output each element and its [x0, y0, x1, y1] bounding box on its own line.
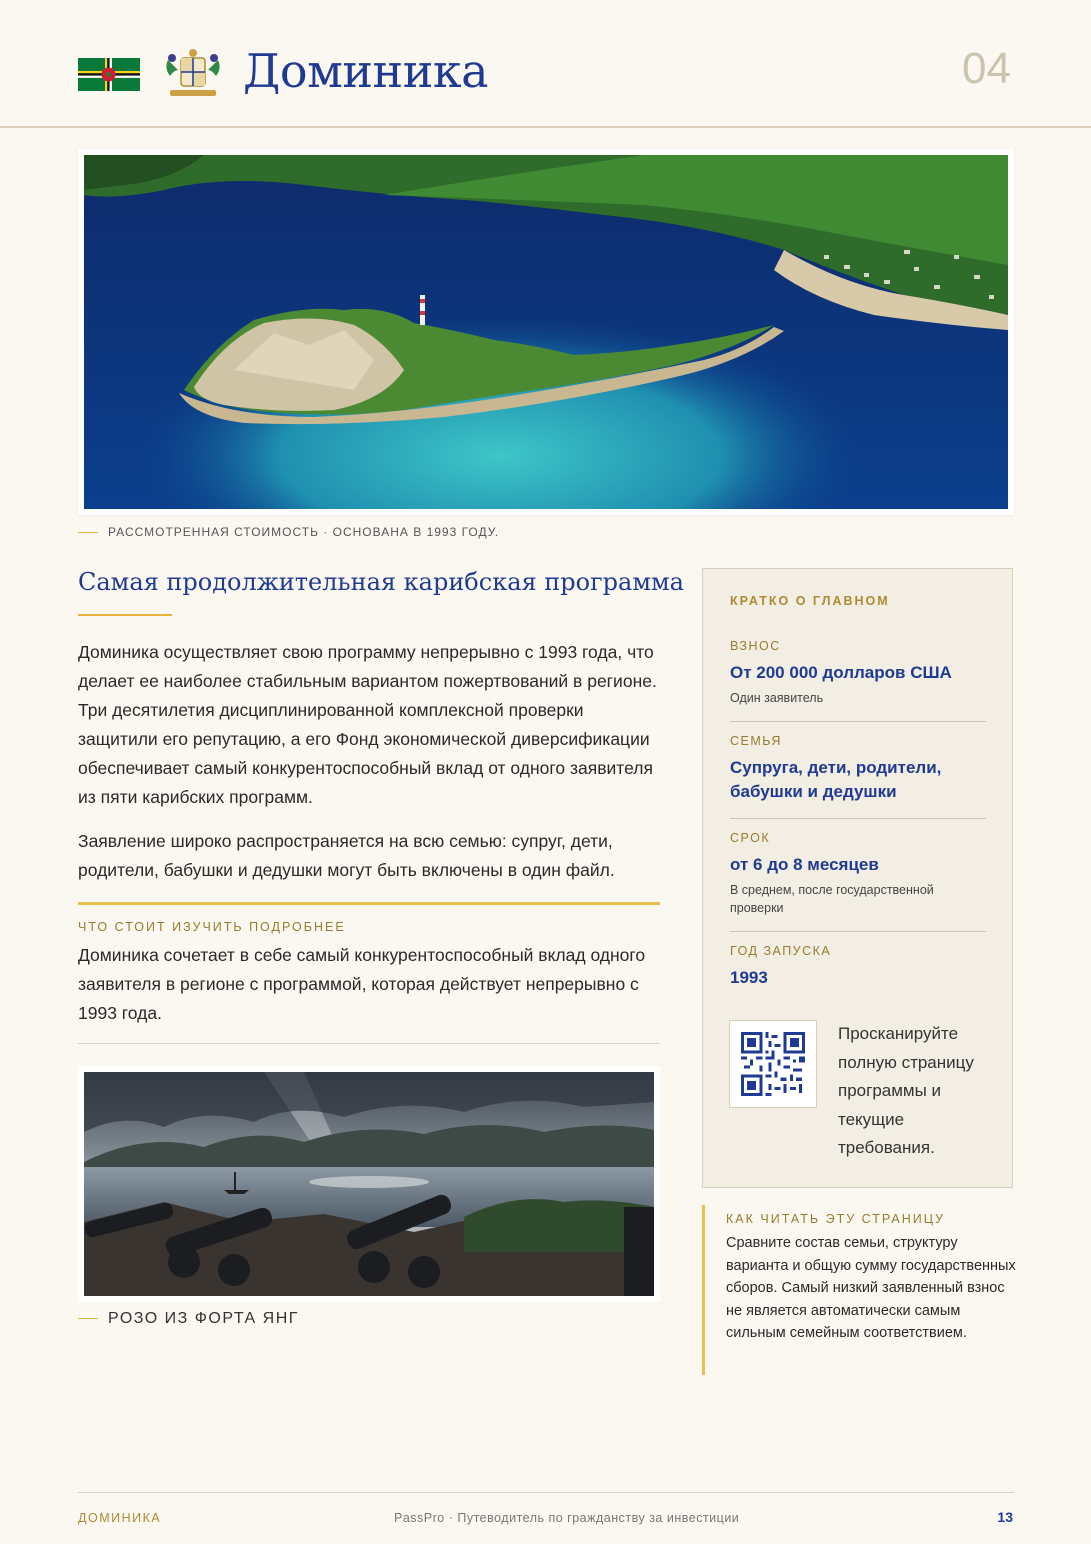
- how-to-read-callout: [702, 1205, 1022, 1375]
- page-header: [0, 0, 1091, 128]
- title-underline: [78, 614, 172, 616]
- caption-dash: [78, 532, 98, 533]
- fact-value: Супруга, дети, родители, бабушки и дедушки: [730, 758, 942, 801]
- fact-divider: [730, 931, 986, 932]
- dominica-coat-of-arms-icon: [160, 46, 226, 100]
- fact-note: В среднем, после государственной проверки: [730, 883, 934, 915]
- intro-paragraph: Доминика осуществляет свою программу непрерывно с 1993 года, что делает ее наиболее стабильным вариантом пожертвований в регионе. Три десятилетия дисциплинированной комплексной проверки защитили его репутацию, а его Фонд экономической диверсификации обеспечивает самый конкурентоспособный вклад от одного заявителя из пяти карибских программ.: [78, 642, 657, 807]
- fact-divider: [730, 721, 986, 722]
- hero-caption-text: РАССМОТРЕННАЯ СТОИМОСТЬ · ОСНОВАНА В 1993 ГОДУ.: [108, 525, 500, 539]
- key-facts-panel: [702, 568, 1013, 1188]
- fact-contribution: [730, 639, 986, 707]
- how-to-read-text: Сравните состав семьи, структуру варианта и общую сумму государственных сборов. Самый низкий заявленный взнос не является автоматически самым сильным семейным соответствием.: [726, 1235, 1016, 1342]
- fact-value: от 6 до 8 месяцев: [730, 855, 879, 874]
- fact-divider: [730, 818, 986, 819]
- fact-launch-year: [730, 944, 986, 990]
- fort-caption-text: РОЗО ИЗ ФОРТА ЯНГ: [108, 1310, 299, 1327]
- footer-divider: [78, 1492, 1014, 1493]
- explore-paragraph: Доминика сочетает в себе самый конкурентоспособный вклад одного заявителя в регионе с программой, которая действует непрерывно с 1993 года.: [78, 945, 646, 1023]
- page-title: Доминика: [243, 44, 489, 98]
- key-facts-title: КРАТКО О ГЛАВНОМ: [730, 594, 890, 608]
- fact-label: ВЗНОС: [730, 639, 781, 653]
- fact-label: СРОК: [730, 831, 771, 845]
- fort-young-cannons-image: [84, 1072, 654, 1296]
- dominica-bay-aerial-image: [84, 155, 1008, 509]
- footer-country: ДОМИНИКА: [78, 1511, 162, 1525]
- thin-divider: [78, 1043, 660, 1044]
- explore-label: ЧТО СТОИТ ИЗУЧИТЬ ПОДРОБНЕЕ: [78, 920, 346, 934]
- fact-value: От 200 000 долларов США: [730, 663, 952, 682]
- qr-instructions: Просканируйте полную страницу программы и текущие требования.: [838, 1024, 974, 1157]
- fact-label: ГОД ЗАПУСКА: [730, 944, 832, 958]
- family-paragraph: Заявление широко распространяется на всю семью: супруг, дети, родители, бабушки и дедушки могут быть включены в один файл.: [78, 831, 615, 880]
- page-number: 13: [997, 1509, 1013, 1525]
- hero-caption: [78, 525, 499, 539]
- dominica-flag-icon: [78, 58, 140, 91]
- qr-code[interactable]: [729, 1020, 817, 1108]
- fort-image: [78, 1066, 660, 1302]
- fact-value: 1993: [730, 968, 768, 987]
- section-number: 04: [962, 44, 1011, 93]
- fact-label: СЕМЬЯ: [730, 734, 782, 748]
- caption-dash: [78, 1318, 98, 1319]
- gold-divider: [78, 902, 660, 905]
- fact-note: Один заявитель: [730, 691, 824, 705]
- fact-family: [730, 734, 986, 804]
- fort-caption: [78, 1310, 299, 1328]
- fact-timeline: [730, 831, 986, 917]
- section-title: Самая продолжительная карибская программа: [78, 568, 684, 596]
- footer-publication: PassPro · Путеводитель по гражданству за инвестиции: [394, 1511, 740, 1525]
- qr-code-icon: [741, 1032, 805, 1096]
- hero-image: [78, 149, 1014, 515]
- how-to-read-label: КАК ЧИТАТЬ ЭТУ СТРАНИЦУ: [726, 1212, 945, 1226]
